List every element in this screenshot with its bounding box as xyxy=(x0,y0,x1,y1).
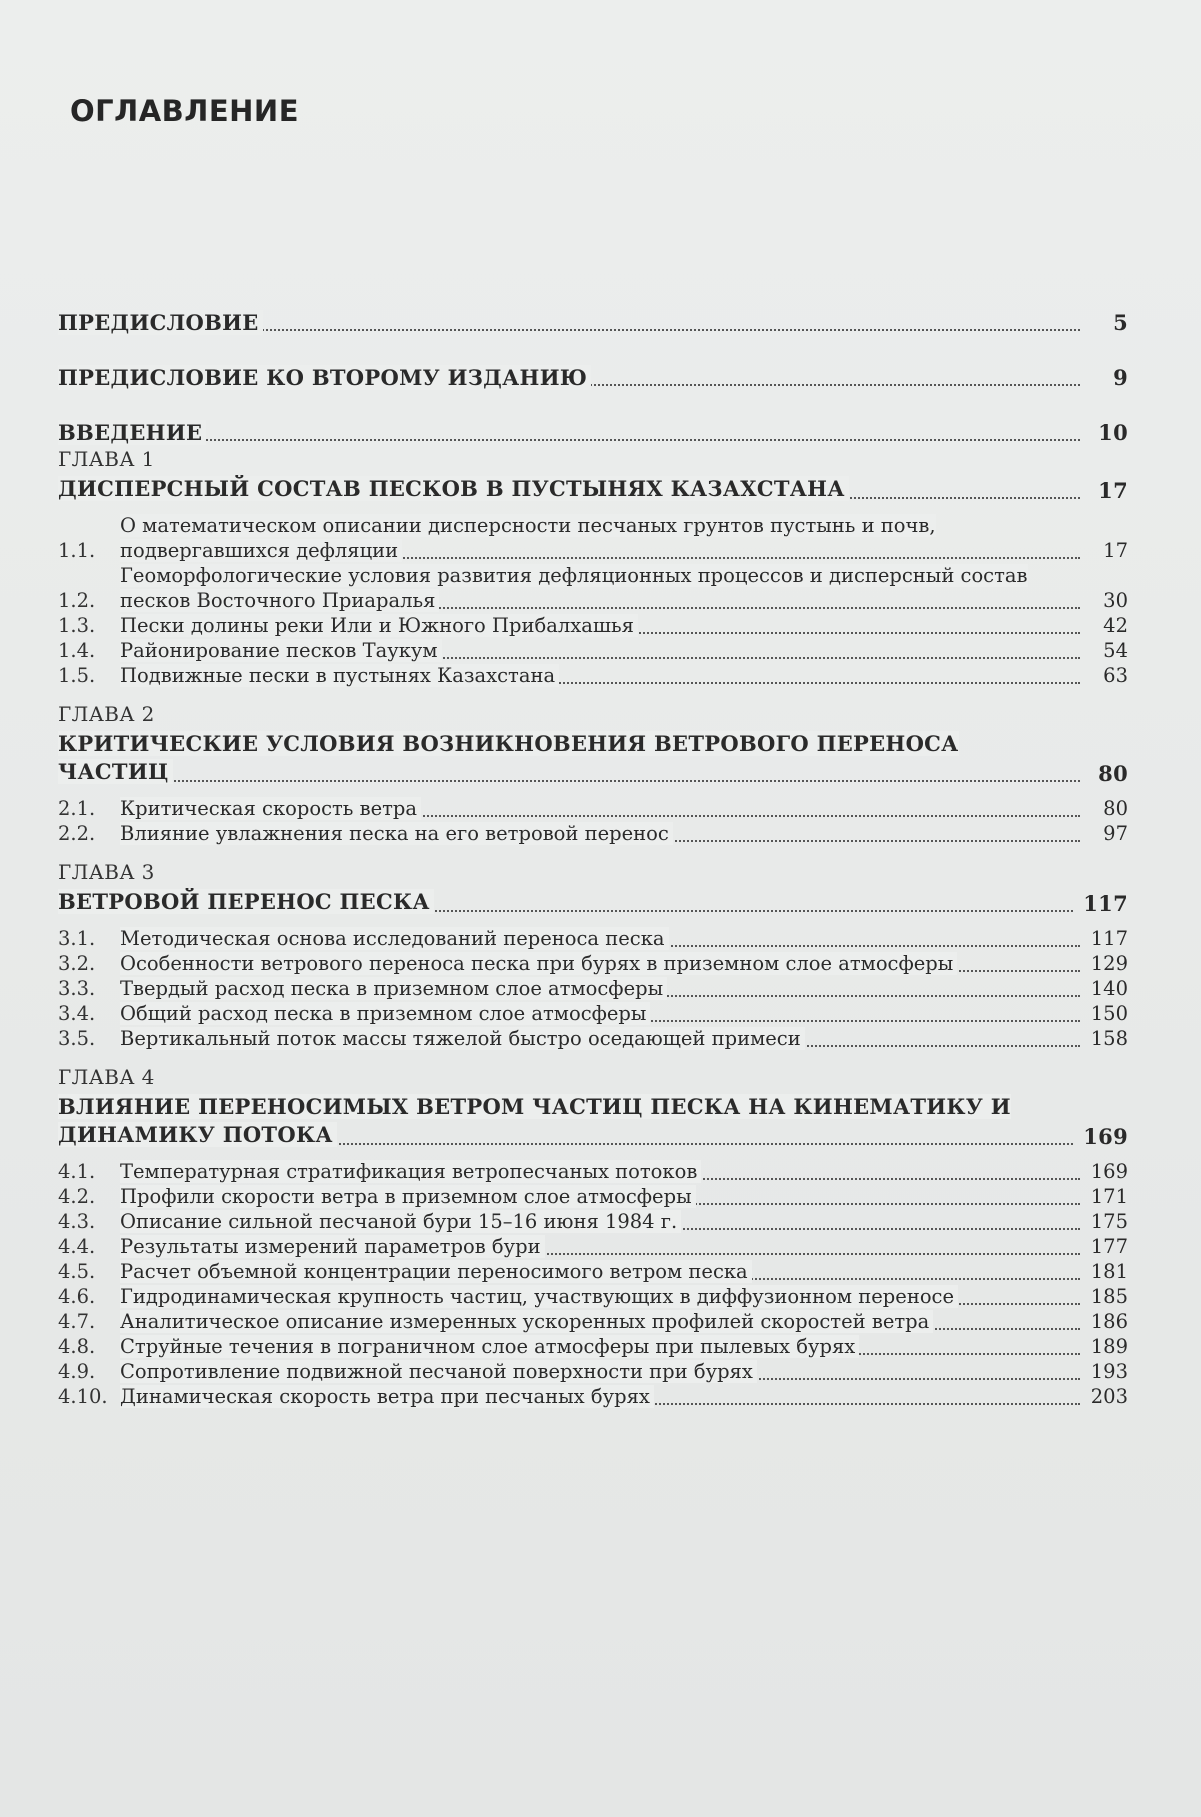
section-entry[interactable] xyxy=(58,1384,1128,1409)
entry-title xyxy=(120,1359,1080,1384)
entry-title xyxy=(120,976,1080,1001)
section-entry[interactable] xyxy=(58,663,1128,688)
entry-title xyxy=(58,475,1080,503)
chapter-title-entry[interactable] xyxy=(58,730,1128,786)
entry-number: 4.1. xyxy=(58,1160,96,1183)
chapter-block xyxy=(58,1065,1128,1409)
dot-leader xyxy=(58,439,1080,441)
entry-title xyxy=(120,926,1080,951)
chapters xyxy=(58,447,1128,1409)
chapter-title-entry[interactable] xyxy=(58,888,1128,916)
entry-page-number: 80 xyxy=(1098,761,1128,786)
section-entry[interactable] xyxy=(58,1309,1128,1334)
entry-number: 3.2. xyxy=(58,952,96,975)
entry-page-number: 80 xyxy=(1103,797,1128,820)
entry-title-text: Методическая основа исследований переноса песка xyxy=(120,927,669,950)
section-entry[interactable] xyxy=(58,513,1128,563)
section-entry[interactable] xyxy=(58,1001,1128,1026)
entry-page-number: 17 xyxy=(1098,478,1128,503)
chapter-title-entry[interactable] xyxy=(58,1093,1128,1149)
entry-title xyxy=(58,888,1073,916)
section-entry[interactable] xyxy=(58,1026,1128,1051)
section-entry[interactable] xyxy=(58,1209,1128,1234)
chapter-label: ГЛАВА 3 xyxy=(58,860,155,884)
entry-page-number: 171 xyxy=(1090,1185,1128,1208)
entry-title-text: ПРЕДИСЛОВИЕ xyxy=(58,310,263,335)
entry-title-text: О математическом описании дисперсности песчаных грунтов пустынь и почв, подвергавшихся дефляции xyxy=(120,514,936,562)
chapter-block xyxy=(58,447,1128,688)
section-entry[interactable] xyxy=(58,951,1128,976)
entry-title xyxy=(120,563,1080,613)
entry-page-number: 117 xyxy=(1090,927,1128,950)
entry-title-text: Сопротивление подвижной песчаной поверхности при бурях xyxy=(120,1360,757,1383)
entry-number: 4.5. xyxy=(58,1260,96,1283)
entry-page-number: 185 xyxy=(1090,1285,1128,1308)
entry-title xyxy=(120,1384,1080,1409)
entry-page-number: 54 xyxy=(1103,639,1128,662)
chapter-title-entry[interactable] xyxy=(58,475,1128,503)
entry-number: 4.3. xyxy=(58,1210,96,1233)
table-of-contents xyxy=(58,280,1128,1423)
entry-page-number: 169 xyxy=(1090,1160,1128,1183)
entry-title-text: Влияние увлажнения песка на его ветровой перенос xyxy=(120,822,673,845)
entry-title-text: Расчет объемной концентрации переносимого ветром песка xyxy=(120,1260,752,1283)
chapter-label: ГЛАВА 2 xyxy=(58,702,155,726)
chapter-block xyxy=(58,860,1128,1051)
entry-title-text: Районирование песков Таукум xyxy=(120,639,442,662)
entry-title-text: КРИТИЧЕСКИЕ УСЛОВИЯ ВОЗНИКНОВЕНИЯ ВЕТРОВОГО ПЕРЕНОСА ЧАСТИЦ xyxy=(58,731,959,784)
entry-page-number: 63 xyxy=(1103,664,1128,687)
entry-title xyxy=(58,1093,1073,1149)
entry-page-number: 117 xyxy=(1083,891,1128,916)
entry-number: 3.4. xyxy=(58,1002,96,1025)
entry-title-text: ВЕТРОВОЙ ПЕРЕНОС ПЕСКА xyxy=(58,889,434,914)
section-entry[interactable] xyxy=(58,1284,1128,1309)
entry-title xyxy=(58,420,1080,445)
entry-title-text: Вертикальный поток массы тяжелой быстро оседающей примеси xyxy=(120,1027,805,1050)
entry-number: 3.5. xyxy=(58,1027,96,1050)
entry-title xyxy=(120,513,1080,563)
entry-number: 2.2. xyxy=(58,822,96,845)
entry-title xyxy=(120,1334,1080,1359)
entry-title xyxy=(120,1184,1080,1209)
entry-title-text: ПРЕДИСЛОВИЕ КО ВТОРОМУ ИЗДАНИЮ xyxy=(58,365,591,390)
entry-page-number: 177 xyxy=(1090,1235,1128,1258)
entry-number: 1.4. xyxy=(58,639,96,662)
entry-title xyxy=(120,638,1080,663)
entry-title-text: Гидродинамическая крупность частиц, участвующих в диффузионном переносе xyxy=(120,1285,958,1308)
entry-number: 4.2. xyxy=(58,1185,96,1208)
entry-title xyxy=(58,365,1080,390)
entry-title-text: Твердый расход песка в приземном слое атмосферы xyxy=(120,977,667,1000)
entry-page-number: 5 xyxy=(1113,310,1128,335)
section-entry[interactable] xyxy=(58,613,1128,638)
entry-number: 1.2. xyxy=(58,589,96,612)
toc-entry-front[interactable] xyxy=(58,280,1128,335)
section-entry[interactable] xyxy=(58,1359,1128,1384)
entry-title-text: ВВЕДЕНИЕ xyxy=(58,420,206,445)
entry-title xyxy=(120,1309,1080,1334)
entry-page-number: 169 xyxy=(1083,1124,1128,1149)
dot-leader xyxy=(58,780,1080,782)
entry-title-text: Динамическая скорость ветра при песчаных бурях xyxy=(120,1385,654,1408)
entry-title-text: Температурная стратификация ветропесчаных потоков xyxy=(120,1160,701,1183)
entry-title-text: Геоморфологические условия развития дефляционных процессов и дисперсный состав песков Восточного Приаралья xyxy=(120,564,1028,612)
entry-page-number: 203 xyxy=(1090,1385,1128,1408)
chapter-block xyxy=(58,702,1128,846)
entry-title-text: Струйные течения в пограничном слое атмосферы при пылевых бурях xyxy=(120,1335,859,1358)
section-entry[interactable] xyxy=(58,1259,1128,1284)
entry-title-text: ВЛИЯНИЕ ПЕРЕНОСИМЫХ ВЕТРОМ ЧАСТИЦ ПЕСКА НА КИНЕМАТИКУ И ДИНАМИКУ ПОТОКА xyxy=(58,1094,1011,1147)
entry-number: 1.3. xyxy=(58,614,96,637)
entry-title-text: Пески долины реки Или и Южного Прибалхашья xyxy=(120,614,638,637)
entry-number: 4.6. xyxy=(58,1285,96,1308)
entry-title xyxy=(120,1001,1080,1026)
entry-number: 4.9. xyxy=(58,1360,96,1383)
entry-title xyxy=(120,1284,1080,1309)
entry-title xyxy=(58,730,1080,786)
entry-title-text: ДИСПЕРСНЫЙ СОСТАВ ПЕСКОВ В ПУСТЫНЯХ КАЗАХСТАНА xyxy=(58,476,849,501)
entry-title xyxy=(120,1159,1080,1184)
front-matter xyxy=(58,280,1128,445)
section-entry[interactable] xyxy=(58,926,1128,951)
entry-title xyxy=(120,1259,1080,1284)
entry-title-text: Результаты измерений параметров бури xyxy=(120,1235,545,1258)
entry-page-number: 186 xyxy=(1090,1310,1128,1333)
entry-number: 1.1. xyxy=(58,539,96,562)
section-entry[interactable] xyxy=(58,796,1128,821)
chapter-label: ГЛАВА 1 xyxy=(58,447,155,471)
entry-page-number: 158 xyxy=(1090,1027,1128,1050)
entry-page-number: 17 xyxy=(1103,539,1128,562)
entry-title-text: Аналитическое описание измеренных ускоренных профилей скоростей ветра xyxy=(120,1310,933,1333)
entry-page-number: 175 xyxy=(1090,1210,1128,1233)
entry-page-number: 10 xyxy=(1098,420,1128,445)
section-entry[interactable] xyxy=(58,1184,1128,1209)
entry-number: 3.1. xyxy=(58,927,96,950)
entry-number: 3.3. xyxy=(58,977,96,1000)
page-title: ОГЛАВЛЕНИЕ xyxy=(70,94,300,128)
entry-title xyxy=(120,951,1080,976)
entry-title-text: Критическая скорость ветра xyxy=(120,797,421,820)
entry-title xyxy=(120,1026,1080,1051)
section-entry[interactable] xyxy=(58,638,1128,663)
entry-title xyxy=(120,1209,1080,1234)
entry-title-text: Описание сильной песчаной бури 15–16 июня 1984 г. xyxy=(120,1210,681,1233)
entry-title xyxy=(120,796,1080,821)
section-entry[interactable] xyxy=(58,1159,1128,1184)
toc-entry-front[interactable] xyxy=(58,390,1128,445)
chapter-label: ГЛАВА 4 xyxy=(58,1065,155,1089)
section-entry[interactable] xyxy=(58,1234,1128,1259)
entry-page-number: 42 xyxy=(1103,614,1128,637)
entry-title xyxy=(120,1234,1080,1259)
entry-title-text: Профили скорости ветра в приземном слое атмосферы xyxy=(120,1185,696,1208)
entry-title xyxy=(120,663,1080,688)
entry-title-text: Общий расход песка в приземном слое атмосферы xyxy=(120,1002,650,1025)
toc-entry-front[interactable] xyxy=(58,335,1128,390)
entry-page-number: 30 xyxy=(1103,589,1128,612)
entry-title-text: Подвижные пески в пустынях Казахстана xyxy=(120,664,559,687)
entry-number: 4.10. xyxy=(58,1385,108,1408)
section-entry[interactable] xyxy=(58,821,1128,846)
section-entry[interactable] xyxy=(58,1334,1128,1359)
entry-number: 4.7. xyxy=(58,1310,96,1333)
entry-number: 1.5. xyxy=(58,664,96,687)
entry-page-number: 150 xyxy=(1090,1002,1128,1025)
entry-number: 2.1. xyxy=(58,797,96,820)
entry-title xyxy=(120,613,1080,638)
entry-page-number: 129 xyxy=(1090,952,1128,975)
entry-number: 4.4. xyxy=(58,1235,96,1258)
entry-title xyxy=(120,821,1080,846)
entry-page-number: 193 xyxy=(1090,1360,1128,1383)
entry-title-text: Особенности ветрового переноса песка при бурях в приземном слое атмосферы xyxy=(120,952,957,975)
entry-title xyxy=(58,310,1080,335)
entry-page-number: 181 xyxy=(1090,1260,1128,1283)
section-entry[interactable] xyxy=(58,976,1128,1001)
entry-page-number: 97 xyxy=(1103,822,1128,845)
entry-page-number: 189 xyxy=(1090,1335,1128,1358)
entry-number: 4.8. xyxy=(58,1335,96,1358)
entry-page-number: 140 xyxy=(1090,977,1128,1000)
section-entry[interactable] xyxy=(58,563,1128,613)
entry-page-number: 9 xyxy=(1113,365,1128,390)
